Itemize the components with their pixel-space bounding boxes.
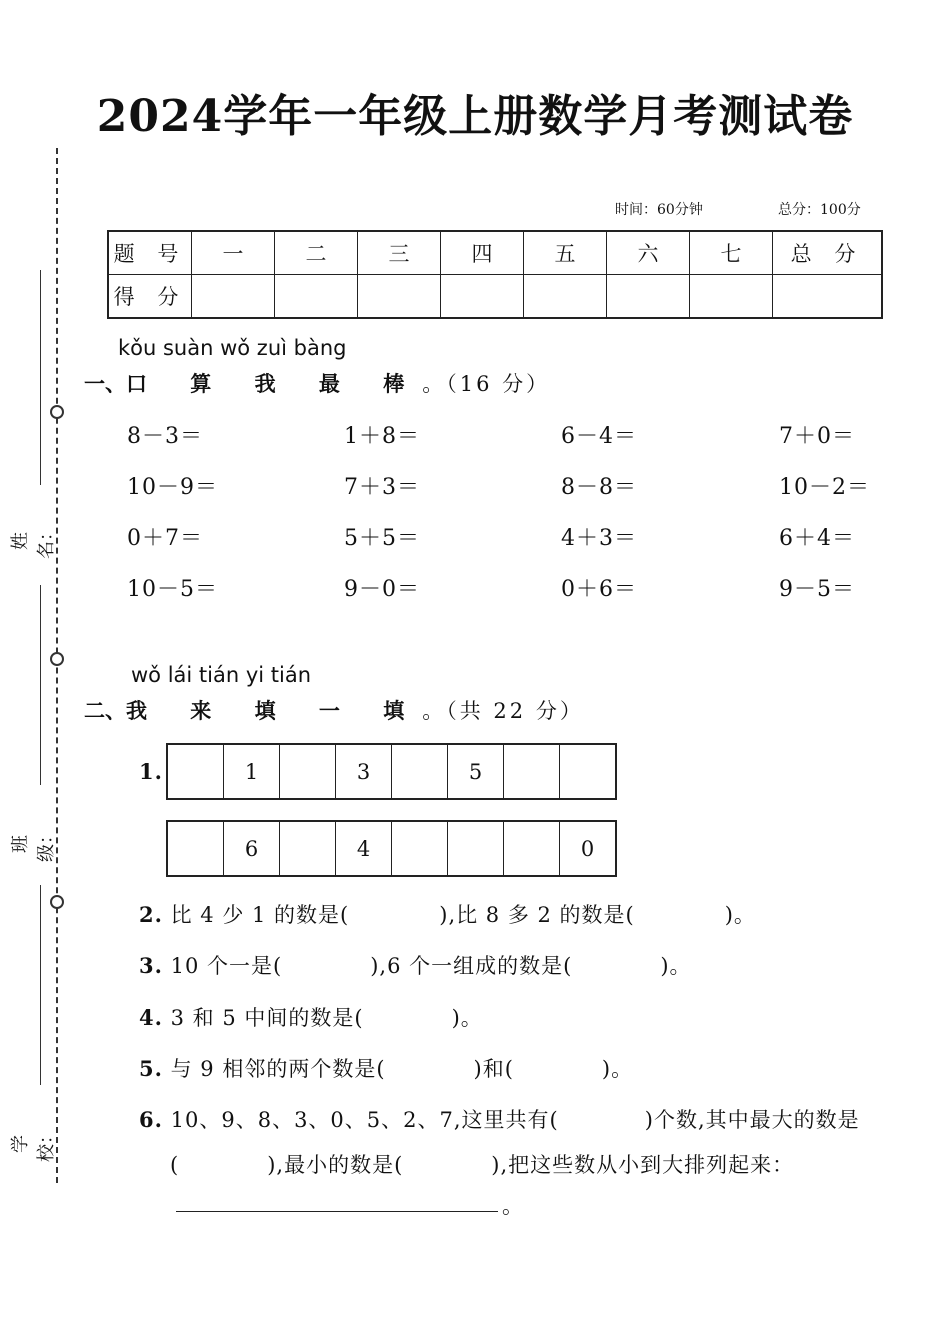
score-cell[interactable] [773, 275, 883, 319]
grid-cell[interactable] [167, 821, 224, 876]
question-text: )和( [473, 1057, 514, 1081]
section2-heading [84, 695, 584, 725]
question-text: )。 [601, 1057, 634, 1081]
answer-line[interactable] [176, 1211, 498, 1212]
question-text: ),6 个一组成的数是( [370, 954, 573, 978]
question-text: 10、9、8、3、0、5、2、7,这里共有( [170, 1108, 559, 1132]
table-cell: 一 [192, 231, 275, 275]
grid-cell[interactable] [560, 744, 617, 799]
name-label: 姓名： [10, 523, 57, 559]
calc-problem: 0＋7＝ [127, 526, 203, 551]
calc-problem: 5＋5＝ [344, 526, 420, 551]
section1-pinyin: kǒu suàn wǒ zuì bàng [118, 336, 347, 360]
calc-problem: 10－5＝ [127, 577, 218, 602]
question-text: )。 [660, 954, 692, 978]
section-score: 。（16 分） [422, 372, 551, 396]
question-text: )。 [724, 903, 756, 927]
table-cell: 四 [441, 231, 524, 275]
calc-problem: 8－8＝ [561, 475, 637, 500]
question-text: )。 [451, 1006, 483, 1030]
page-title: 2024学年一年级上册数学月考测试卷 [96, 91, 854, 142]
grid-cell[interactable] [280, 821, 336, 876]
grid-cell[interactable] [504, 744, 560, 799]
score-cell[interactable] [524, 275, 607, 319]
grid-cell[interactable] [392, 744, 448, 799]
binding-hole [50, 405, 64, 419]
grid-cell: 0 [560, 821, 617, 876]
table-row [108, 275, 882, 319]
question-text: 10 个一是( [170, 954, 283, 978]
section1-heading [84, 368, 550, 398]
calc-problem: 4＋3＝ [561, 526, 637, 551]
calc-problem: 7＋3＝ [344, 475, 420, 500]
calc-problem: 7＋0＝ [779, 424, 855, 449]
calc-problem: 1＋8＝ [344, 424, 420, 449]
calc-problem: 0＋6＝ [561, 577, 637, 602]
section-score: 。（共 22 分） [422, 699, 584, 723]
question-number: 2. [139, 902, 163, 927]
number-grid-2 [166, 820, 617, 877]
question-text: )个数,其中最大的数是 [644, 1108, 860, 1132]
grid-cell[interactable] [167, 744, 224, 799]
table-cell: 五 [524, 231, 607, 275]
question-text: 比 4 少 1 的数是( [170, 903, 350, 927]
question-text: ),把这些数从小到大排列起来： [491, 1153, 795, 1177]
table-cell: 六 [607, 231, 690, 275]
school-label: 学校： [10, 1126, 57, 1162]
binding-hole [50, 652, 64, 666]
grid-cell: 3 [336, 744, 392, 799]
grid-cell[interactable] [448, 821, 504, 876]
section-number: 二、 [84, 698, 126, 723]
section-title: 口 算 我 最 棒 [126, 371, 423, 396]
question-number: 6. [139, 1107, 163, 1132]
question-text: 。 [502, 1194, 524, 1218]
question-text: 3 和 5 中间的数是( [170, 1006, 364, 1030]
question-3 [139, 950, 692, 980]
score-table [107, 230, 883, 319]
question-number: 5. [139, 1056, 163, 1081]
question-4 [139, 1002, 483, 1032]
question-text: ( [170, 1153, 180, 1177]
number-grid-1 [166, 743, 617, 800]
table-cell: 总 分 [773, 231, 883, 275]
grid-cell[interactable] [392, 821, 448, 876]
class-line [40, 585, 41, 785]
score-cell[interactable] [192, 275, 275, 319]
table-cell: 二 [275, 231, 358, 275]
section2-pinyin: wǒ lái tián yi tián [131, 663, 312, 687]
score-cell[interactable] [275, 275, 358, 319]
calc-problem: 10－9＝ [127, 475, 218, 500]
section-title: 我 来 填 一 填 [126, 698, 423, 723]
school-line [40, 885, 41, 1085]
grid-cell: 6 [224, 821, 280, 876]
calc-problem: 6＋4＝ [779, 526, 855, 551]
question-text: ),比 8 多 2 的数是( [439, 903, 635, 927]
binding-hole [50, 895, 64, 909]
table-row [167, 821, 616, 876]
name-line [40, 270, 41, 485]
question-text: 与 9 相邻的两个数是( [170, 1057, 386, 1081]
question-5 [139, 1053, 633, 1083]
table-row [167, 744, 616, 799]
question-number: 4. [139, 1005, 163, 1030]
calc-problem: 10－2＝ [779, 475, 870, 500]
score-cell[interactable] [358, 275, 441, 319]
time-limit: 时间：60分钟 [615, 202, 703, 218]
grid-cell: 5 [448, 744, 504, 799]
calc-problem: 9－0＝ [344, 577, 420, 602]
question-text: ),最小的数是( [267, 1153, 404, 1177]
question-6 [139, 1104, 860, 1134]
table-cell: 七 [690, 231, 773, 275]
grid-cell[interactable] [280, 744, 336, 799]
question-6-continued [170, 1149, 794, 1179]
score-cell[interactable] [441, 275, 524, 319]
table-cell: 三 [358, 231, 441, 275]
table-cell: 得 分 [108, 275, 192, 319]
score-cell[interactable] [690, 275, 773, 319]
table-row [108, 231, 882, 275]
grid-cell: 1 [224, 744, 280, 799]
question-number: 1. [139, 759, 163, 784]
score-cell[interactable] [607, 275, 690, 319]
calc-problem: 9－5＝ [779, 577, 855, 602]
calc-problem: 6－4＝ [561, 424, 637, 449]
question-number: 3. [139, 953, 163, 978]
section-number: 一、 [84, 371, 126, 396]
table-cell: 题 号 [108, 231, 192, 275]
total-score: 总分：100分 [778, 202, 861, 218]
grid-cell[interactable] [504, 821, 560, 876]
class-label: 班级： [10, 826, 57, 862]
question-2 [139, 899, 756, 929]
calc-problem: 8－3＝ [127, 424, 203, 449]
grid-cell: 4 [336, 821, 392, 876]
